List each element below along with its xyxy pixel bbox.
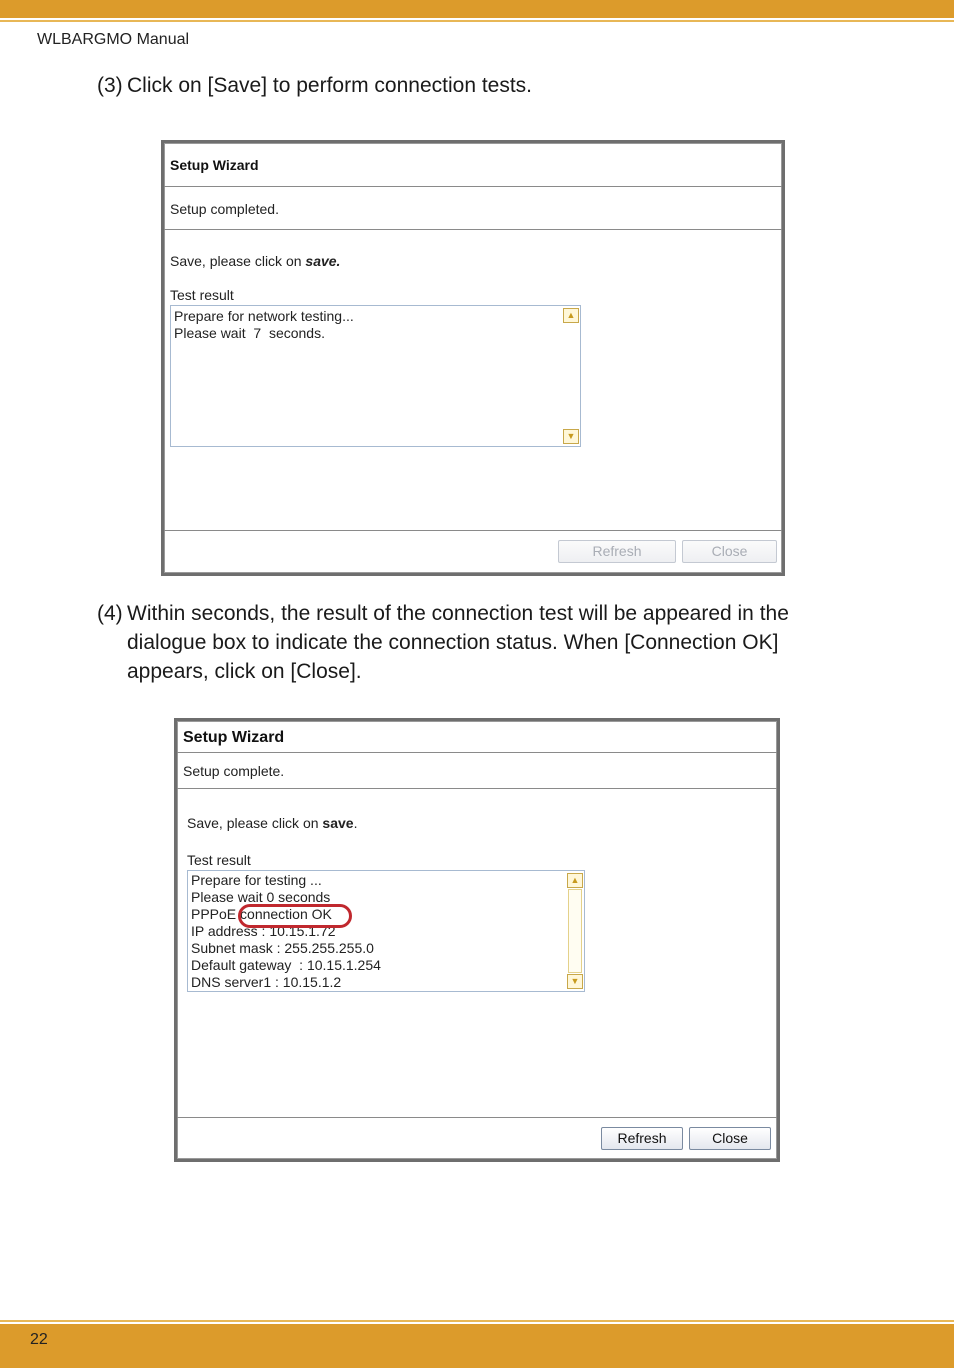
close-button[interactable]: Close [689, 1127, 771, 1150]
test-result-textarea[interactable] [170, 305, 581, 447]
setup-wizard-dialog-complete [174, 718, 780, 1162]
header-band [0, 0, 954, 18]
test-result-lines: Prepare for testing ... Please wait 0 seconds PPPoE connection OK IP address : 10.15.1.72 Subnet mask : 255.255.255.0 Default gateway : 10.15.1.254 DNS server1 : 10.15.1.2 [191, 872, 381, 990]
divider [164, 229, 782, 230]
step-3 [97, 71, 532, 100]
divider [177, 752, 777, 753]
setup-wizard-dialog-saving [161, 140, 785, 576]
divider [164, 530, 782, 531]
test-result-lines: Prepare for network testing... Please wait 7 seconds. [174, 308, 354, 341]
dialog-title: Setup Wizard [170, 157, 259, 173]
refresh-button[interactable]: Refresh [558, 540, 676, 563]
step-4-line-3: appears, click on [Close]. [127, 660, 362, 683]
save-instruction-prefix: Save, please click on [187, 815, 323, 831]
step-4-line-2: dialogue box to indicate the connection status. When [Connection OK] [127, 631, 779, 654]
scroll-up-icon[interactable]: ▲ [563, 308, 579, 323]
test-result-label: Test result [170, 287, 234, 303]
textarea-scrollbar[interactable] [566, 871, 584, 991]
footer-band [0, 1324, 954, 1368]
textarea-scrollbar[interactable] [562, 306, 580, 446]
step-4 [97, 599, 857, 686]
save-instruction-prefix: Save, please click on [170, 253, 306, 269]
divider [177, 1117, 777, 1118]
page-number: 22 [30, 1331, 48, 1348]
save-link[interactable]: save [322, 815, 354, 831]
save-link[interactable]: save. [305, 253, 341, 269]
save-instruction [170, 253, 340, 269]
step-4-number: (4) [97, 602, 123, 625]
divider [164, 186, 782, 187]
scroll-down-icon[interactable]: ▼ [567, 974, 583, 989]
test-result-label: Test result [187, 852, 251, 868]
scroll-up-icon[interactable]: ▲ [567, 873, 583, 888]
refresh-button[interactable]: Refresh [601, 1127, 683, 1150]
close-button[interactable]: Close [682, 540, 777, 563]
dialog-title: Setup Wizard [183, 729, 285, 746]
connection-ok-highlight [238, 904, 352, 928]
save-instruction [187, 815, 357, 831]
step-4-line-1: Within seconds, the result of the connection test will be appeared in the [127, 602, 789, 625]
manual-title: WLBARGMO Manual [37, 31, 190, 48]
step-3-text: Click on [Save] to perform connection tests. [127, 74, 533, 97]
footer-rule [0, 1320, 954, 1322]
scroll-down-icon[interactable]: ▼ [563, 429, 579, 444]
save-instruction-suffix: . [353, 815, 358, 831]
step-3-number: (3) [97, 74, 123, 97]
setup-status: Setup completed. [170, 201, 279, 217]
scroll-track[interactable] [568, 889, 582, 973]
divider [177, 788, 777, 789]
setup-status: Setup complete. [183, 763, 285, 779]
header-rule [0, 20, 954, 22]
test-result-textarea[interactable] [187, 870, 585, 992]
